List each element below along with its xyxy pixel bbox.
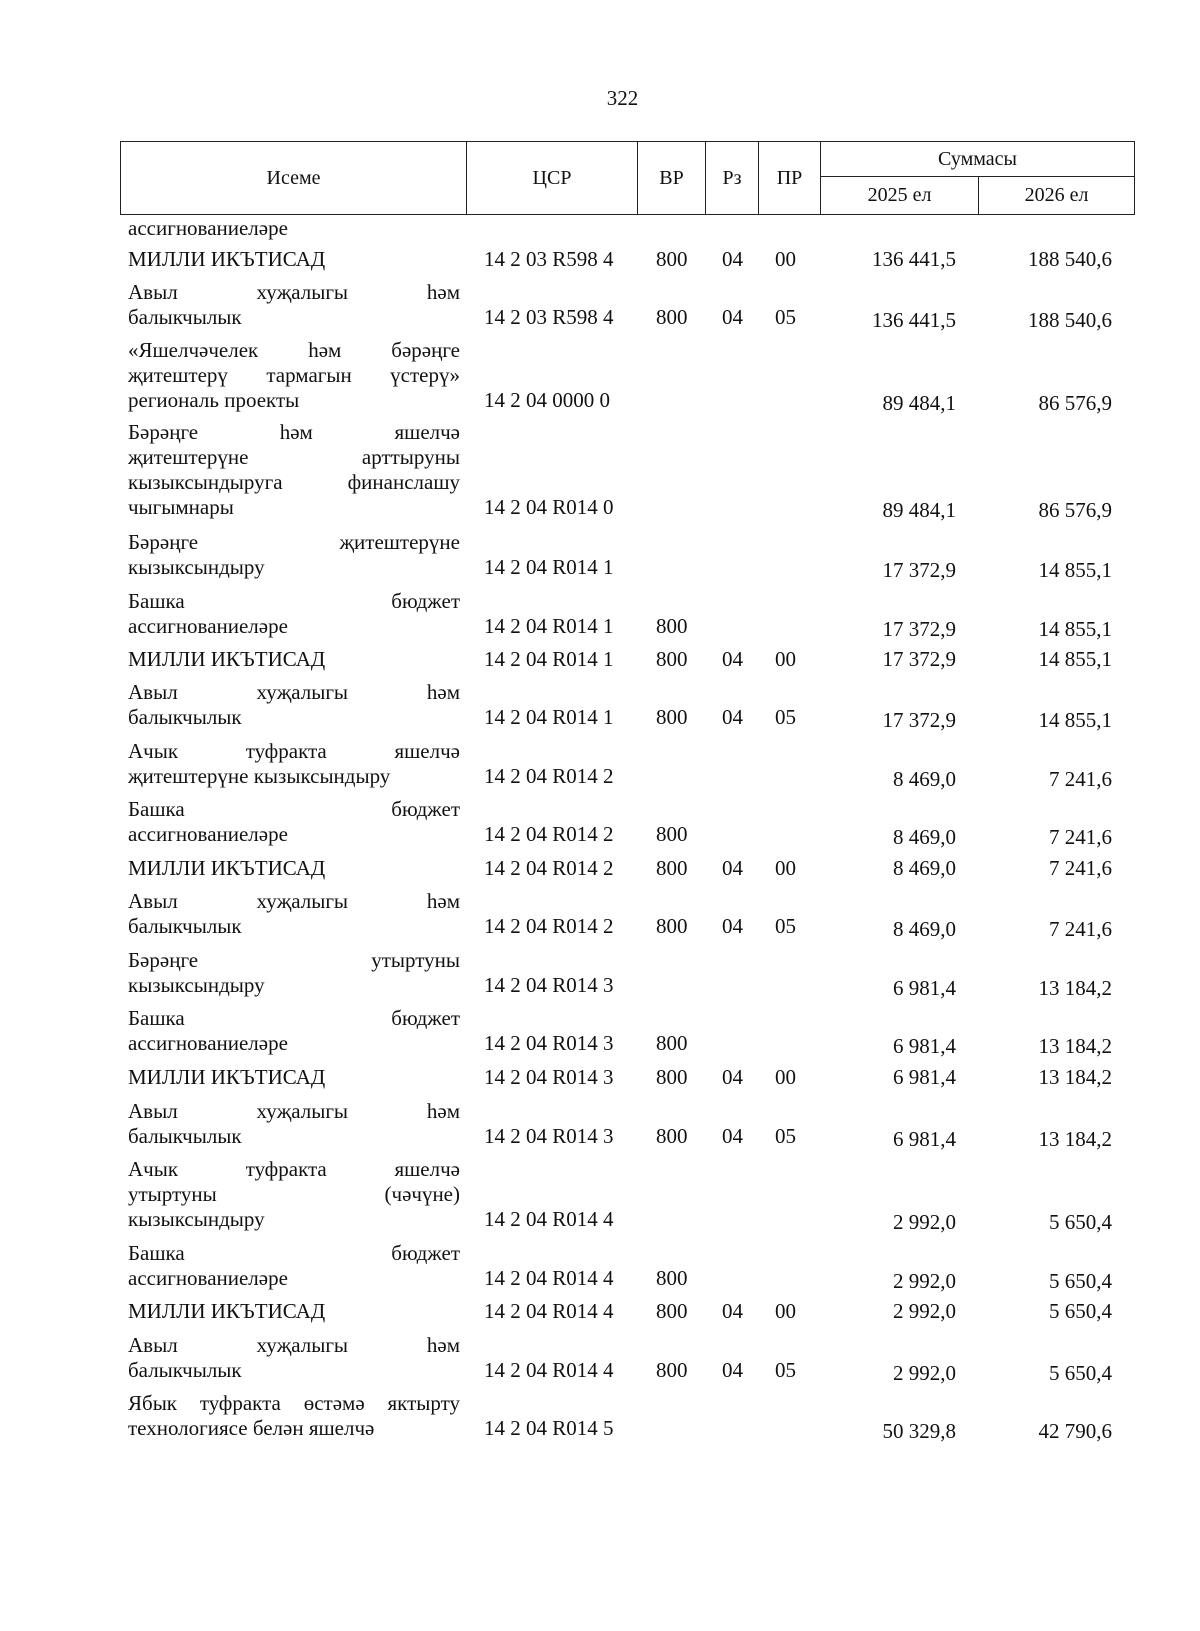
row-csr: 14 2 04 R014 1: [484, 705, 614, 729]
row-csr: 14 2 04 R014 1: [484, 614, 614, 638]
row-rz: 04: [722, 1065, 743, 1089]
row-vr: 800: [656, 822, 688, 846]
row-csr: 14 2 04 R014 3: [484, 1065, 614, 1089]
row-rz: 04: [722, 705, 743, 729]
row-amount-2025: 136 441,5: [872, 247, 956, 271]
row-pr: 00: [775, 856, 796, 880]
row-name: [128, 216, 460, 241]
row-name-line: ассигнованиеләре: [128, 614, 288, 638]
row-amount-2026: 7 241,6: [1049, 825, 1112, 849]
row-vr: 800: [656, 705, 688, 729]
row-name: [128, 856, 460, 881]
row-name-line: Башка бюджет: [128, 1241, 460, 1265]
row-name-line: җитештерүне кызыксындыру: [128, 764, 391, 788]
row-amount-2026: 13 184,2: [1038, 1065, 1112, 1089]
row-amount-2025: 2 992,0: [893, 1210, 956, 1234]
row-csr: 14 2 04 R014 3: [484, 1031, 614, 1055]
row-amount-2026: 7 241,6: [1049, 856, 1112, 880]
table-header: [120, 141, 1135, 215]
row-name: [128, 338, 460, 413]
row-vr: 800: [656, 1266, 688, 1290]
row-name-line: Ачык туфракта яшелчә: [128, 739, 460, 763]
row-name-line: Авыл хуҗалыгы һәм: [128, 889, 460, 913]
row-amount-2025: 50 329,8: [882, 1419, 956, 1443]
row-amount-2026: 42 790,6: [1038, 1419, 1112, 1443]
row-rz: 04: [722, 1299, 743, 1323]
row-name: [128, 280, 460, 330]
row-vr: 800: [656, 1124, 688, 1148]
row-amount-2026: 7 241,6: [1049, 917, 1112, 941]
row-name-line: Башка бюджет: [128, 797, 460, 821]
row-name-line: җитештерүне арттыруны: [128, 445, 460, 469]
row-name-line: Ябык туфракта өстәмә яктырту: [128, 1391, 460, 1415]
row-amount-2026: 14 855,1: [1038, 647, 1112, 671]
row-name: [128, 589, 460, 639]
header-sums: Суммасы: [821, 142, 1134, 177]
row-name-line: балыкчылык: [128, 705, 242, 729]
row-name: [128, 948, 460, 998]
row-name-line: Бәрәңге җитештерүне: [128, 530, 460, 554]
row-name: [128, 889, 460, 939]
header-name: Исеме: [121, 142, 467, 214]
row-amount-2026: 13 184,2: [1038, 1127, 1112, 1151]
row-rz: 04: [722, 856, 743, 880]
row-name-line: балыкчылык: [128, 914, 242, 938]
row-rz: 04: [722, 247, 743, 271]
row-amount-2025: 6 981,4: [893, 1065, 956, 1089]
row-amount-2026: 5 650,4: [1049, 1269, 1112, 1293]
row-amount-2026: 14 855,1: [1038, 558, 1112, 582]
row-csr: 14 2 04 R014 4: [484, 1266, 614, 1290]
row-vr: 800: [656, 614, 688, 638]
row-pr: 00: [775, 247, 796, 271]
header-sums-group: [821, 142, 1134, 214]
row-amount-2026: 14 855,1: [1038, 708, 1112, 732]
row-name-line: МИЛЛИ ИКЪТИСАД: [128, 856, 326, 880]
row-amount-2026: 14 855,1: [1038, 617, 1112, 641]
row-name: [128, 680, 460, 730]
row-name-line: кызыксындыру: [128, 973, 265, 997]
header-rz: Рз: [706, 142, 759, 214]
row-csr: 14 2 03 R598 4: [484, 305, 614, 329]
row-pr: 05: [775, 914, 796, 938]
row-amount-2026: 86 576,9: [1038, 498, 1112, 522]
row-name-line: Башка бюджет: [128, 1006, 460, 1030]
row-name-line: Башка бюджет: [128, 589, 460, 613]
row-vr: 800: [656, 1065, 688, 1089]
row-amount-2025: 2 992,0: [893, 1299, 956, 1323]
row-amount-2026: 7 241,6: [1049, 767, 1112, 791]
row-csr: 14 2 04 R014 1: [484, 555, 614, 579]
row-pr: 05: [775, 305, 796, 329]
row-csr: 14 2 04 0000 0: [484, 388, 610, 412]
row-name: [128, 1006, 460, 1056]
row-name-line: региональ проекты: [128, 388, 300, 412]
row-name-line: җитештерү тармагын үстерү»: [128, 363, 460, 387]
row-csr: 14 2 04 R014 4: [484, 1299, 614, 1323]
row-name-line: кызыксындыру: [128, 555, 265, 579]
row-amount-2025: 2 992,0: [893, 1269, 956, 1293]
row-rz: 04: [722, 1124, 743, 1148]
row-name: [128, 1241, 460, 1291]
row-amount-2026: 5 650,4: [1049, 1361, 1112, 1385]
row-amount-2026: 86 576,9: [1038, 391, 1112, 415]
row-csr: 14 2 04 R014 0: [484, 495, 614, 519]
row-name-line: чыгымнары: [128, 495, 234, 519]
row-csr: 14 2 03 R598 4: [484, 247, 614, 271]
row-name-line: МИЛЛИ ИКЪТИСАД: [128, 247, 326, 271]
row-name-line: балыкчылык: [128, 305, 242, 329]
row-name-line: Авыл хуҗалыгы һәм: [128, 1099, 460, 1123]
row-csr: 14 2 04 R014 4: [484, 1207, 614, 1231]
row-csr: 14 2 04 R014 4: [484, 1358, 614, 1382]
row-amount-2026: 188 540,6: [1028, 308, 1112, 332]
row-amount-2025: 8 469,0: [893, 917, 956, 941]
row-name-line: Бәрәңге утыртуны: [128, 948, 460, 972]
row-csr: 14 2 04 R014 2: [484, 764, 614, 788]
row-name-line: кызыксындыру: [128, 1207, 265, 1231]
header-year-2025: 2025 ел: [821, 177, 979, 214]
row-amount-2025: 8 469,0: [893, 767, 956, 791]
row-name-line: ассигнованиеләре: [128, 822, 288, 846]
row-name: [128, 247, 460, 272]
row-amount-2025: 17 372,9: [882, 708, 956, 732]
row-csr: 14 2 04 R014 2: [484, 856, 614, 880]
row-name: [128, 1391, 460, 1441]
row-pr: 05: [775, 705, 796, 729]
page-number: 322: [606, 86, 639, 110]
row-name: [128, 1333, 460, 1383]
row-amount-2025: 17 372,9: [882, 647, 956, 671]
row-name: [128, 420, 460, 520]
row-name-line: технологиясе белән яшелчә: [128, 1416, 375, 1440]
row-pr: 05: [775, 1358, 796, 1382]
row-name-line: утыртуны (чәчүне): [128, 1182, 460, 1206]
row-csr: 14 2 04 R014 1: [484, 647, 614, 671]
row-amount-2026: 5 650,4: [1049, 1210, 1112, 1234]
row-name-line: балыкчылык: [128, 1358, 242, 1382]
row-name-line: ассигнованиеләре: [128, 216, 288, 240]
row-name-line: ассигнованиеләре: [128, 1031, 288, 1055]
row-amount-2025: 89 484,1: [882, 498, 956, 522]
row-amount-2026: 188 540,6: [1028, 247, 1112, 271]
row-amount-2025: 8 469,0: [893, 856, 956, 880]
row-vr: 800: [656, 914, 688, 938]
row-csr: 14 2 04 R014 2: [484, 822, 614, 846]
row-amount-2026: 13 184,2: [1038, 976, 1112, 1000]
row-name: [128, 1099, 460, 1149]
row-csr: 14 2 04 R014 3: [484, 973, 614, 997]
row-name-line: Ачык туфракта яшелчә: [128, 1157, 460, 1181]
row-vr: 800: [656, 856, 688, 880]
header-pr: ПР: [759, 142, 821, 214]
row-name: [128, 1157, 460, 1232]
row-name: [128, 530, 460, 580]
row-vr: 800: [656, 1031, 688, 1055]
row-amount-2026: 13 184,2: [1038, 1034, 1112, 1058]
row-rz: 04: [722, 647, 743, 671]
header-csr: ЦСР: [467, 142, 638, 214]
row-csr: 14 2 04 R014 5: [484, 1416, 614, 1440]
row-name-line: кызыксындыруга финанслашу: [128, 470, 460, 494]
row-amount-2025: 6 981,4: [893, 1127, 956, 1151]
row-name-line: балыкчылык: [128, 1124, 242, 1148]
row-name-line: ассигнованиеләре: [128, 1266, 288, 1290]
row-csr: 14 2 04 R014 3: [484, 1124, 614, 1148]
row-name-line: «Яшелчәчелек һәм бәрәңге: [128, 338, 460, 362]
row-csr: 14 2 04 R014 2: [484, 914, 614, 938]
row-pr: 00: [775, 1299, 796, 1323]
row-name: [128, 797, 460, 847]
row-name-line: Авыл хуҗалыгы һәм: [128, 280, 460, 304]
row-name-line: Авыл хуҗалыгы һәм: [128, 680, 460, 704]
row-rz: 04: [722, 914, 743, 938]
row-amount-2026: 5 650,4: [1049, 1299, 1112, 1323]
header-year-2026: 2026 ел: [1024, 184, 1089, 206]
row-name-line: Авыл хуҗалыгы һәм: [128, 1333, 460, 1357]
row-amount-2025: 6 981,4: [893, 1034, 956, 1058]
row-name: [128, 1299, 460, 1324]
row-name-line: МИЛЛИ ИКЪТИСАД: [128, 1065, 326, 1089]
row-pr: 00: [775, 647, 796, 671]
row-name-line: Бәрәңге һәм яшелчә: [128, 420, 460, 444]
row-name: [128, 739, 460, 789]
row-name-line: МИЛЛИ ИКЪТИСАД: [128, 1299, 326, 1323]
row-rz: 04: [722, 1358, 743, 1382]
row-pr: 00: [775, 1065, 796, 1089]
row-pr: 05: [775, 1124, 796, 1148]
row-name-line: МИЛЛИ ИКЪТИСАД: [128, 647, 326, 671]
row-vr: 800: [656, 1358, 688, 1382]
row-amount-2025: 17 372,9: [882, 558, 956, 582]
header-vr: ВР: [638, 142, 706, 214]
row-amount-2025: 17 372,9: [882, 617, 956, 641]
row-amount-2025: 2 992,0: [893, 1361, 956, 1385]
row-vr: 800: [656, 1299, 688, 1323]
row-amount-2025: 136 441,5: [872, 308, 956, 332]
row-vr: 800: [656, 247, 688, 271]
row-rz: 04: [722, 305, 743, 329]
row-name: [128, 647, 460, 672]
row-amount-2025: 89 484,1: [882, 391, 956, 415]
row-vr: 800: [656, 305, 688, 329]
row-name: [128, 1065, 460, 1090]
row-amount-2025: 8 469,0: [893, 825, 956, 849]
row-amount-2025: 6 981,4: [893, 976, 956, 1000]
row-vr: 800: [656, 647, 688, 671]
